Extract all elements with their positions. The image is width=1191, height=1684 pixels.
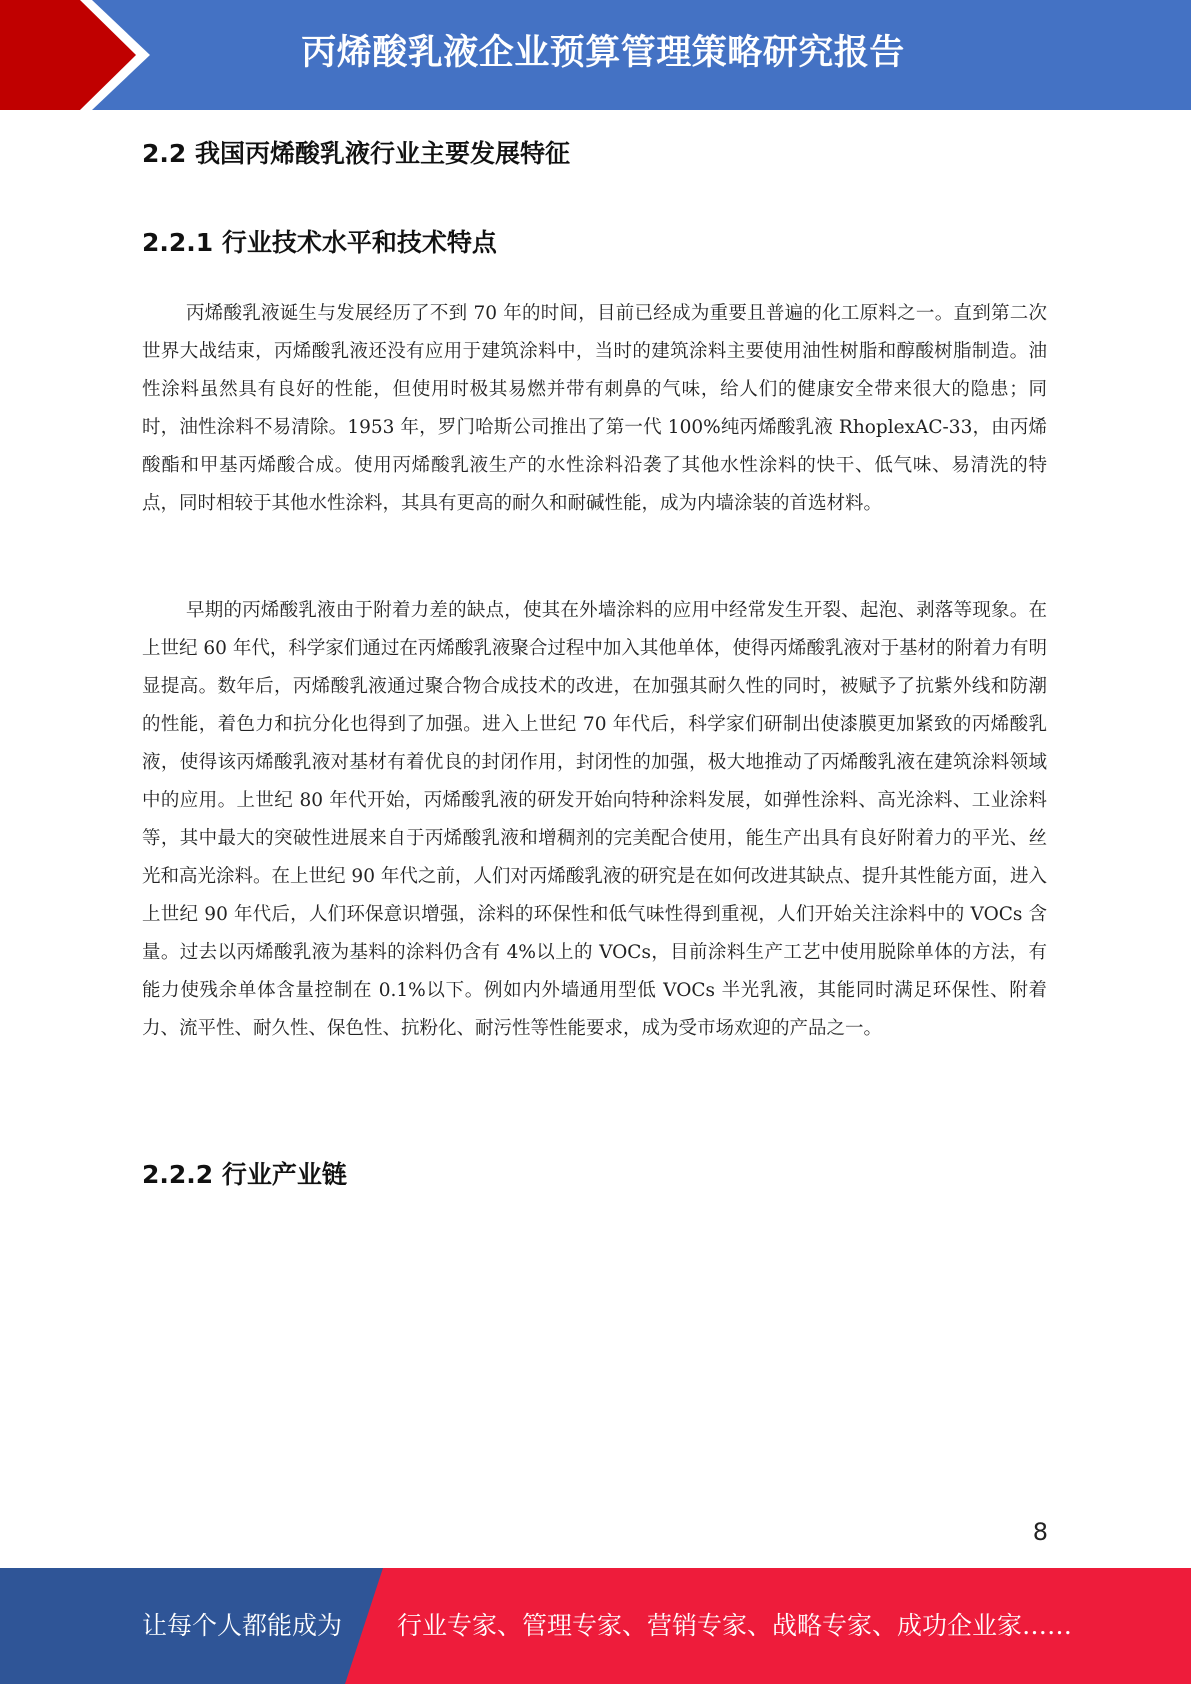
- page-header: [0, 0, 1191, 110]
- page-footer: [0, 1568, 1191, 1684]
- subsection-heading-tech: 2.2.1 行业技术水平和技术特点: [142, 228, 497, 257]
- paragraph-development: 早期的丙烯酸乳液由于附着力差的缺点，使其在外墙涂料的应用中经常发生开裂、起泡、剥落等现象。在上世纪 60 年代，科学家们通过在丙烯酸乳液聚合过程中加入其他单体，使得丙烯酸乳液对于基材的附着力有明显提高。数年后，丙烯酸乳液通过聚合物合成技术的改进，在加强其耐久性的同时，被赋予了抗紫外线和防潮的性能，着色力和抗分化也得到了加强。进入上世纪 70 年代后，科学家们研制出使漆膜更加紧致的丙烯酸乳液，使得该丙烯酸乳液对基材有着优良的封闭作用，封闭性的加强，极大地推动了丙烯酸乳液在建筑涂料领域中的应用。上世纪 80 年代开始，丙烯酸乳液的研发开始向特种涂料发展，如弹性涂料、高光涂料、工业涂料等，其中最大的突破性进展来自于丙烯酸乳液和增稠剂的完美配合使用，能生产出具有良好附着力的平光、丝光和高光涂料。在上世纪 90 年代之前，人们对丙烯酸乳液的研究是在如何改进其缺点、提升其性能方面，进入上世纪 90 年代后，人们环保意识增强，涂料的环保性和低气味性得到重视，人们开始关注涂料中的 VOCs 含量。过去以丙烯酸乳液为基料的涂料仍含有 4%以上的 VOCs，目前涂料生产工艺中使用脱除单体的方法，有能力使残余单体含量控制在 0.1%以下。例如内外墙通用型低 VOCs 半光乳液，其能同时满足环保性、附着力、流平性、耐久性、保色性、抗粉化、耐污性等性能要求，成为受市场欢迎的产品之一。: [142, 600, 1047, 1039]
- paragraph-history: 丙烯酸乳液诞生与发展经历了不到 70 年的时间，目前已经成为重要且普遍的化工原料之一。直到第二次世界大战结束，丙烯酸乳液还没有应用于建筑涂料中，当时的建筑涂料主要使用油性树脂和醇酸树脂制造。油性涂料虽然具有良好的性能，但使用时极其易燃并带有刺鼻的气味，给人们的健康安全带来很大的隐患；同时，油性涂料不易清除。1953 年，罗门哈斯公司推出了第一代 100%纯丙烯酸乳液 RhoplexAC-33，由丙烯酸酯和甲基丙烯酸合成。使用丙烯酸乳液生产的水性涂料沿袭了其他水性涂料的快干、低气味、易清洗的特点，同时相较于其他水性涂料，其具有更高的耐久和耐碱性能，成为内墙涂装的首选材料。: [142, 303, 1047, 514]
- footer-slogan-left: 让每个人都能成为: [142, 1611, 343, 1640]
- subsection-heading-industry-chain: 2.2.2 行业产业链: [142, 1160, 347, 1189]
- report-title: 丙烯酸乳液企业预算管理策略研究报告: [301, 33, 905, 73]
- footer-slogan-right: 行业专家、管理专家、营销专家、战略专家、成功企业家……: [397, 1611, 1073, 1640]
- page-number: 8: [1032, 1518, 1048, 1546]
- section-heading: 2.2 我国丙烯酸乳液行业主要发展特征: [142, 139, 570, 168]
